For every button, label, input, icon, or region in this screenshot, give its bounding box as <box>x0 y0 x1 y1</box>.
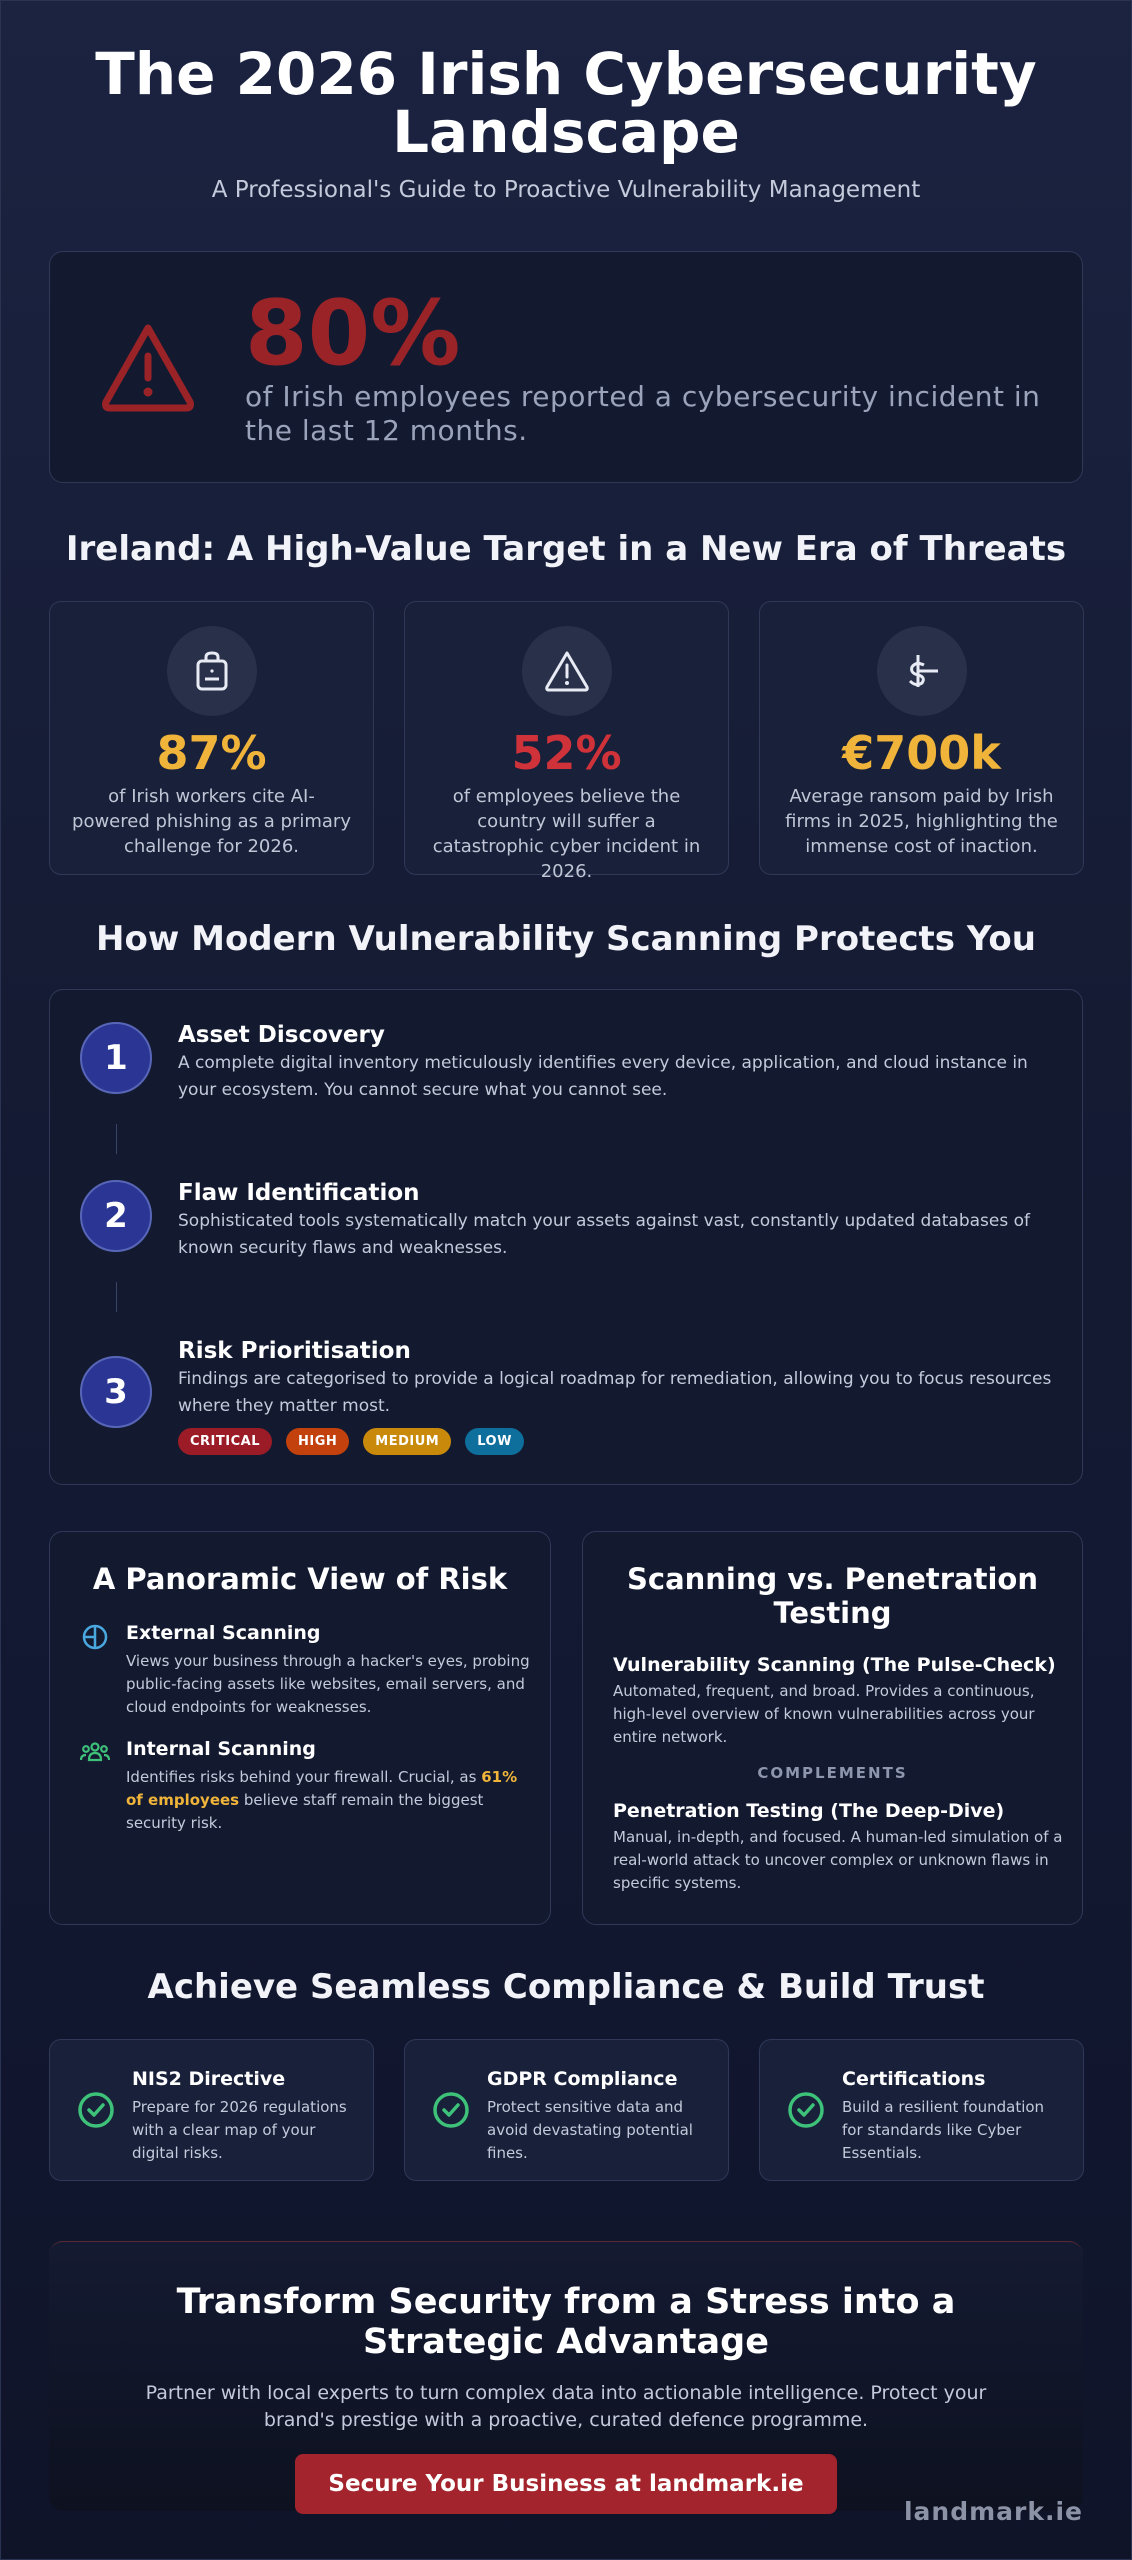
stat-icon-wrap <box>877 626 967 716</box>
panoramic-view-panel <box>49 1531 551 1925</box>
secure-business-button[interactable]: Secure Your Business at landmark.ie <box>295 2454 837 2514</box>
step-title: Risk Prioritisation <box>178 1338 411 1364</box>
badge-medium: MEDIUM <box>363 1428 451 1455</box>
warning-triangle-icon <box>543 649 591 693</box>
step-text: Sophisticated tools systematically match your assets against vast, constantly updated databases of known security flaws and weaknesses. <box>178 1211 1031 1258</box>
stat-card-catastrophic <box>404 601 729 882</box>
compliance-text: Protect sensitive data and avoid devastating potential fines. <box>487 2098 693 2162</box>
page-subtitle: A Professional's Guide to Proactive Vulnerability Management <box>211 177 921 203</box>
highlight-stat: 61% of employees <box>126 1768 518 1809</box>
step-title: Asset Discovery <box>178 1022 385 1048</box>
cta-section <box>49 2241 1083 2511</box>
scan-item-title: Internal Scanning <box>126 1738 316 1760</box>
stat-value: €700k <box>842 726 1001 780</box>
step-number: 1 <box>80 1022 152 1094</box>
scanning-section-title: How Modern Vulnerability Scanning Protects You <box>96 919 1036 959</box>
vuln-scanning-text: Automated, frequent, and broad. Provides a continuous, high-level overview of known vulnerabilities across your entire network. <box>613 1682 1035 1746</box>
text-part: Identifies risks behind your firewall. Crucial, as <box>126 1768 482 1786</box>
complements-label: COMPLEMENTS <box>757 1764 908 1782</box>
pentest-title: Penetration Testing (The Deep-Dive) <box>613 1800 1005 1822</box>
severity-badges <box>178 1428 524 1455</box>
radar-icon <box>80 1622 110 1652</box>
compliance-title: GDPR Compliance <box>487 2068 678 2090</box>
panel-title: A Panoramic View of Risk <box>92 1562 508 1596</box>
page-title: The 2026 Irish Cybersecurity Landscape <box>95 40 1037 166</box>
step-text: A complete digital inventory meticulously identifies every device, application, and cloud instance in your ecosystem. You cannot secure what you cannot see. <box>178 1053 1028 1100</box>
header <box>1 1 1131 203</box>
scan-item-title: External Scanning <box>126 1622 321 1644</box>
stat-description: of Irish workers cite AI-powered phishing as a primary challenge for 2026. <box>72 786 351 857</box>
scanning-steps-card <box>49 989 1083 1485</box>
compliance-card-gdpr <box>404 2039 729 2181</box>
compliance-card-nis2 <box>49 2039 374 2181</box>
stat-description: of employees believe the country will suffer a catastrophic cyber incident in 2026. <box>432 786 701 882</box>
badge-high: HIGH <box>286 1428 349 1455</box>
badge-low: LOW <box>465 1428 524 1455</box>
scan-item-text <box>126 1766 536 1835</box>
stat-icon-wrap <box>167 626 257 716</box>
currency-icon <box>900 649 944 693</box>
phishing-bag-icon <box>192 649 232 693</box>
step-connector <box>116 1124 117 1154</box>
stat-value: 87% <box>156 726 267 780</box>
cta-title: Transform Security from a Stress into a Strategic Advantage <box>176 2282 956 2362</box>
hero-stat-text: of Irish employees reported a cybersecurity incident in the last 12 months. <box>245 380 1041 447</box>
stat-description: Average ransom paid by Irish firms in 2025, highlighting the immense cost of inaction. <box>785 786 1058 857</box>
compliance-title: Certifications <box>842 2068 986 2090</box>
stat-card-phishing <box>49 601 374 875</box>
step-number: 3 <box>80 1356 152 1428</box>
cta-text: Partner with local experts to turn complex data into actionable intelligence. Protect your brand's prestige with a proactive, curated defence programme. <box>145 2382 987 2431</box>
step-text: Findings are categorised to provide a logical roadmap for remediation, allowing you to focus resources where they matter most. <box>178 1369 1052 1416</box>
compliance-text: Prepare for 2026 regulations with a clear map of your digital risks. <box>132 2098 347 2162</box>
badge-critical: CRITICAL <box>178 1428 272 1455</box>
check-circle-icon <box>76 2090 116 2130</box>
step-number: 2 <box>80 1180 152 1252</box>
compliance-card-certifications <box>759 2039 1084 2181</box>
compliance-section-title: Achieve Seamless Compliance & Build Trust <box>147 1967 985 2007</box>
team-icon <box>80 1738 110 1768</box>
warning-triangle-icon <box>98 318 198 418</box>
compliance-title: NIS2 Directive <box>132 2068 286 2090</box>
text-part: believe staff remain the biggest security risk. <box>126 1791 484 1832</box>
step-title: Flaw Identification <box>178 1180 420 1206</box>
check-circle-icon <box>431 2090 471 2130</box>
vuln-scanning-title: Vulnerability Scanning (The Pulse-Check) <box>613 1654 1056 1676</box>
panel-title: Scanning vs. Penetration Testing <box>627 1562 1038 1630</box>
stat-card-ransom <box>759 601 1084 875</box>
hero-stat-card <box>49 251 1083 483</box>
stat-icon-wrap <box>522 626 612 716</box>
check-circle-icon <box>786 2090 826 2130</box>
step-connector <box>116 1282 117 1312</box>
footer-brand: landmark.ie <box>903 2497 1083 2526</box>
scanning-vs-pentest-panel <box>582 1531 1083 1925</box>
threats-section-title: Ireland: A High-Value Target in a New Era of Threats <box>65 529 1067 569</box>
compliance-text: Build a resilient foundation for standards like Cyber Essentials. <box>842 2098 1045 2162</box>
hero-stat-value: 80% <box>245 281 461 386</box>
scan-item-text: Views your business through a hacker's eyes, probing public-facing assets like websites, email servers, and cloud endpoints for weaknesses. <box>126 1652 530 1716</box>
pentest-text: Manual, in-depth, and focused. A human-led simulation of a real-world attack to uncover complex or unknown flaws in specific systems. <box>613 1828 1063 1892</box>
stat-value: 52% <box>511 726 622 780</box>
